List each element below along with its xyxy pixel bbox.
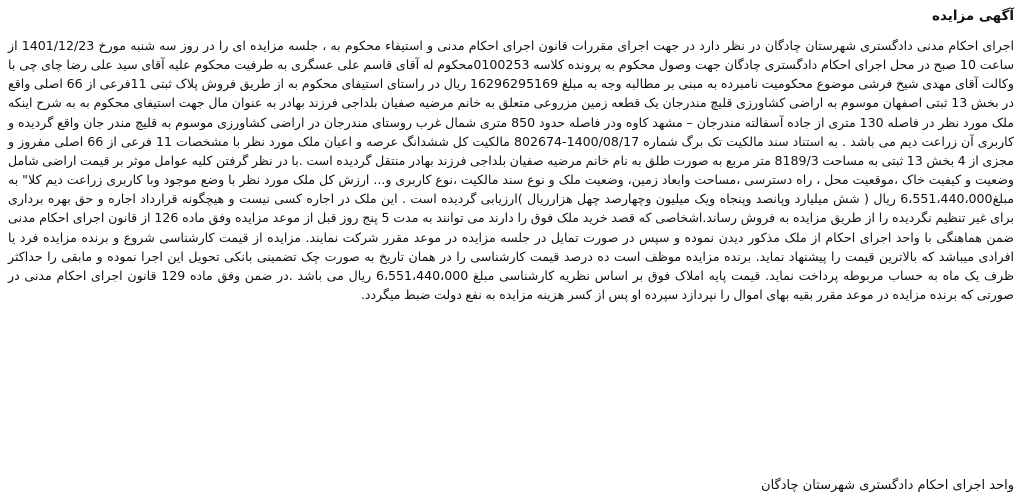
auction-notice-document	[8, 6, 1014, 500]
notice-signature: واحد اجرای احکام دادگستری شهرستان چادگان	[761, 478, 1014, 493]
notice-body: اجرای احکام مدنی دادگستری شهرستان چادگان در نظر دارد در جهت اجرای مقررات قانون اجرای احکام مدنی و استیفاء محکوم به ، جلسه مزایده ای را در روز سه شنبه مورخ 1401/12/23 از ساعت 10 صبح در محل اجرای احکام دادگستری چادگان جهت وصول محکوم به پرونده کلاسه 0100253محکوم له آقای قاسم علی عسگری به طرفیت محکوم علیه آقای سید علی رضا چای چی با وکالت آقای مهدی شیخ فرشی موضوع محکومیت نامبرده به مبنی بر مطالبه وجه به مبلغ 16296295169 ریال در راستای استیفای محکوم به از طریق فروش پلاک ثبتی 11فرعی از 66 اصلی واقع در بخش 13 ثبتی اصفهان موسوم به اراضی کشاورزی قلیچ مندرجان یک قطعه زمین مزروعی متعلق به خانم مرضیه صفیان بلداجی فرزند بهادر به عنوان مال جهت استیفای محکوم به به شرح اینکه ملک مورد نظر در فاصله 130 متری از جاده آسفالته مندرجان – مشهد کاوه ودر فاصله حدود 850 متری شمال غرب روستای مندرجان در اراضی کشاورزی موسوم به قلیچ مندر جان واقع گردیده و کاربری آن زراعت دیم می باشد . به استناد سند مالکیت تک برگ شماره 1400/08/17-802674 مالکیت کل ششدانگ عرصه و اعیان ملک مورد نظر با مشخصات 11 فرعی از 66 اصلی مفروز و مجزی از 4 بخش 13 ثبتی به مساحت 8189/3 متر مربع به صورت طلق به نام خانم مرضیه صفیان بلداجی فرزند بهادر منتقل گردیده است .با در نظر گرفتن کلیه عوامل موثر بر قیمت اراضی شامل وضعیت و کیفیت خاک ،موقعیت محل ، راه دسترسی ،مساحت وابعاد زمین، وضعیت ملک و نوع سند مالکیت ،نوع کاربری و... ارزش کل ملک مورد نظر با وضع موجود وبا کاربری زراعت دیم کلا" به مبلغ6،551،440،000 ریال ( شش میلیارد وپانصد وپنجاه ویک میلیون وچهارصد چهل هزارریال )ارزیابی گردیده است . این ملک در اجاره کسی نیست و هیچگونه قرارداد اجاره و حق بهره برداری برای غیر تنظیم نگردیده را از طریق مزایده به فروش رساند.اشخاصی که قصد خرید ملک فوق را دارند می توانند به مدت 5 پنج روز قبل از موعد مزایده وفق ماده 126 از قانون اجرای احکام مدنی ضمن هماهنگی با واحد اجرای احکام از ملک مذکور دیدن نموده و سپس در صورت تمایل در جلسه مزایده در موعد مقرر شرکت نمایند. مزایده از قیمت کارشناسی شروع و برنده مزایده فرد یا افرادی میباشد که بالاترین قیمت را پیشنهاد نماید. برنده مزایده موظف است ده درصد قیمت کارشناسی را در همان تاریخ به صورت چک تضمینی بانکی تحویل این اجرا نموده و مابقی را حداکثر ظرف یک ماه به حساب مربوطه پرداخت نماید. قیمت پایه املاک فوق بر اساس نظریه کارشناسی مبلغ 6،551،440،000 ریال می باشد .در ضمن وفق ماده 129 قانون اجرای احکام مدنی در صورتی که برنده مزایده در موعد مقرر بقیه بهای اموال را نپردازد سپرده او پس از کسر هزینه مزایده به نفع دولت ضبط میگردد.	[8, 38, 1015, 303]
notice-title: آگهی مزایده	[932, 8, 1014, 24]
